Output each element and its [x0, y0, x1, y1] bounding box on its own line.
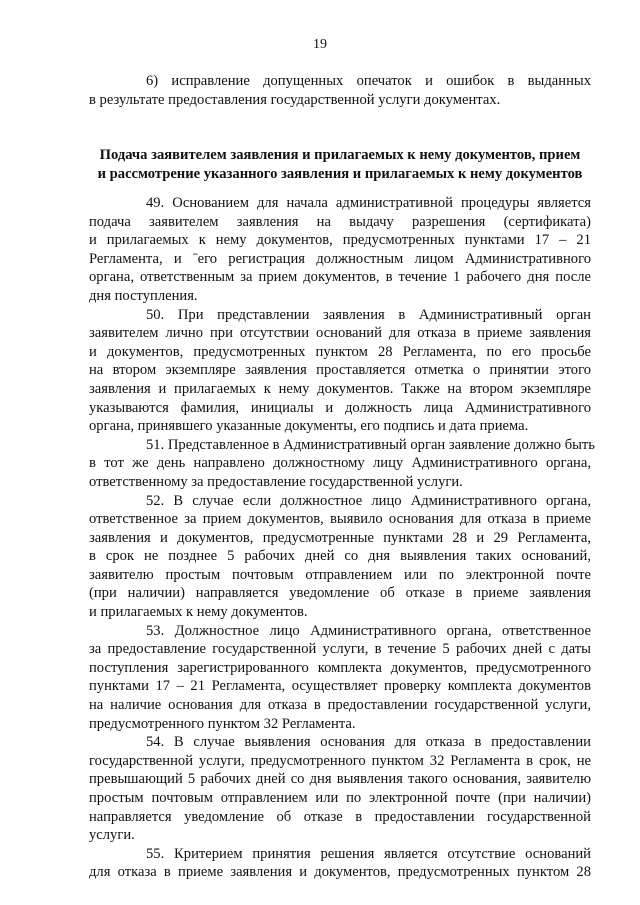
body-line: заявителю простым почтовым отправлением или по электронной почте [89, 566, 591, 583]
heading-line: Подача заявителем заявления и прилагаемых к нему документов, прием [99, 147, 581, 163]
body-line: превышающий 5 рабочих дней со дня выявления такого основания, заявителю [89, 771, 591, 788]
body-line: ответственное за прием документов, выявило основания для отказа в приеме [89, 511, 591, 528]
body-line: 54. В случае выявления основания для отказа в предоставлении [146, 734, 591, 751]
intro-line: в результате предоставления государственной услуги документах. [89, 91, 501, 108]
intro-paragraph [89, 72, 591, 109]
body-line: подача заявителем заявления на выдачу разрешения (сертификата) [89, 213, 591, 230]
body-line: заявления и документов, предусмотренные пунктами 28 и 29 Регламента, [89, 529, 591, 546]
body-line: 50. При представлении заявления в Административный орган [146, 306, 591, 323]
body-text [89, 194, 595, 882]
body-line: (при наличии) направляется уведомление об отказе в приеме заявления [89, 585, 591, 602]
body-line: органа, принявшего указанные документы, его подпись и дата приема. [89, 418, 529, 435]
body-line: направляется уведомление об отказе в предоставлении государственной [89, 808, 591, 825]
body-line: органа, ответственным за прием документов, в течение 1 рабочего дня после [89, 269, 591, 286]
intro-line: 6) исправление допущенных опечаток и ошибок в выданных [146, 73, 591, 89]
body-line: и прилагаемых к нему документов, предусмотренных пунктами 17 – 21 [89, 232, 591, 249]
body-line: Регламента, и ˉего регистрация должностным лицом Административного [89, 250, 591, 267]
body-line: услуги. [89, 827, 135, 844]
body-line: государственной услуги, предусмотренного пунктом 32 Регламента в срок, не [89, 752, 591, 769]
body-line: 52. В случае если должностное лицо Административного органа, [146, 492, 591, 509]
body-line: поступления зарегистрированного комплекта документов, предусмотренного [89, 659, 591, 676]
body-line: для отказа в приеме заявления и документов, предусмотренных пунктом 28 [89, 864, 591, 881]
section-heading [89, 146, 591, 183]
body-line: пунктами 17 – 21 Регламента, осуществляет проверку комплекта документов [89, 678, 591, 695]
body-line: 55. Критерием принятия решения является отсутствие оснований [146, 845, 591, 862]
body-line: в тот же день направлено должностному лицу Административного органа, [89, 455, 591, 472]
body-line: дня поступления. [89, 287, 198, 304]
body-line: простым почтовым отправлением или по электронной почте (при наличии) [89, 790, 591, 806]
body-line: 49. Основанием для начала административной процедуры является [146, 195, 591, 211]
body-line: 51. Представленное в Административный орган заявление должно быть [146, 436, 595, 453]
body-line: заявления и прилагаемых к нему документов. Также на втором экземпляре [89, 380, 591, 397]
body-line: на наличие основания для отказа в предоставлении государственной услуги, [89, 697, 591, 714]
body-line: в срок не позднее 5 рабочих дней со дня выявления таких оснований, [89, 548, 591, 565]
body-line: и документов, предусмотренных пунктом 28 Регламента, по его просьбе [89, 343, 591, 360]
body-line: на втором экземпляре заявления проставляется отметка о принятии этого [89, 362, 591, 379]
body-line: заявителем лично при отсутствии оснований для отказа в приеме заявления [89, 325, 591, 342]
body-line: ответственному за предоставление государственной услуги. [89, 473, 463, 490]
body-line: и прилагаемых к нему документов. [89, 604, 308, 621]
body-line: предусмотренного пунктом 32 Регламента. [89, 715, 356, 732]
heading-line: и рассмотрение указанного заявления и прилагаемых к нему документов [97, 165, 583, 182]
body-line: за предоставление государственной услуги, в течение 5 рабочих дней с даты [89, 641, 591, 658]
body-line: указываются фамилия, инициалы и должность лица Административного [89, 399, 591, 416]
body-line: 53. Должностное лицо Административного органа, ответственное [146, 622, 591, 639]
page-number: 19 [313, 37, 327, 52]
